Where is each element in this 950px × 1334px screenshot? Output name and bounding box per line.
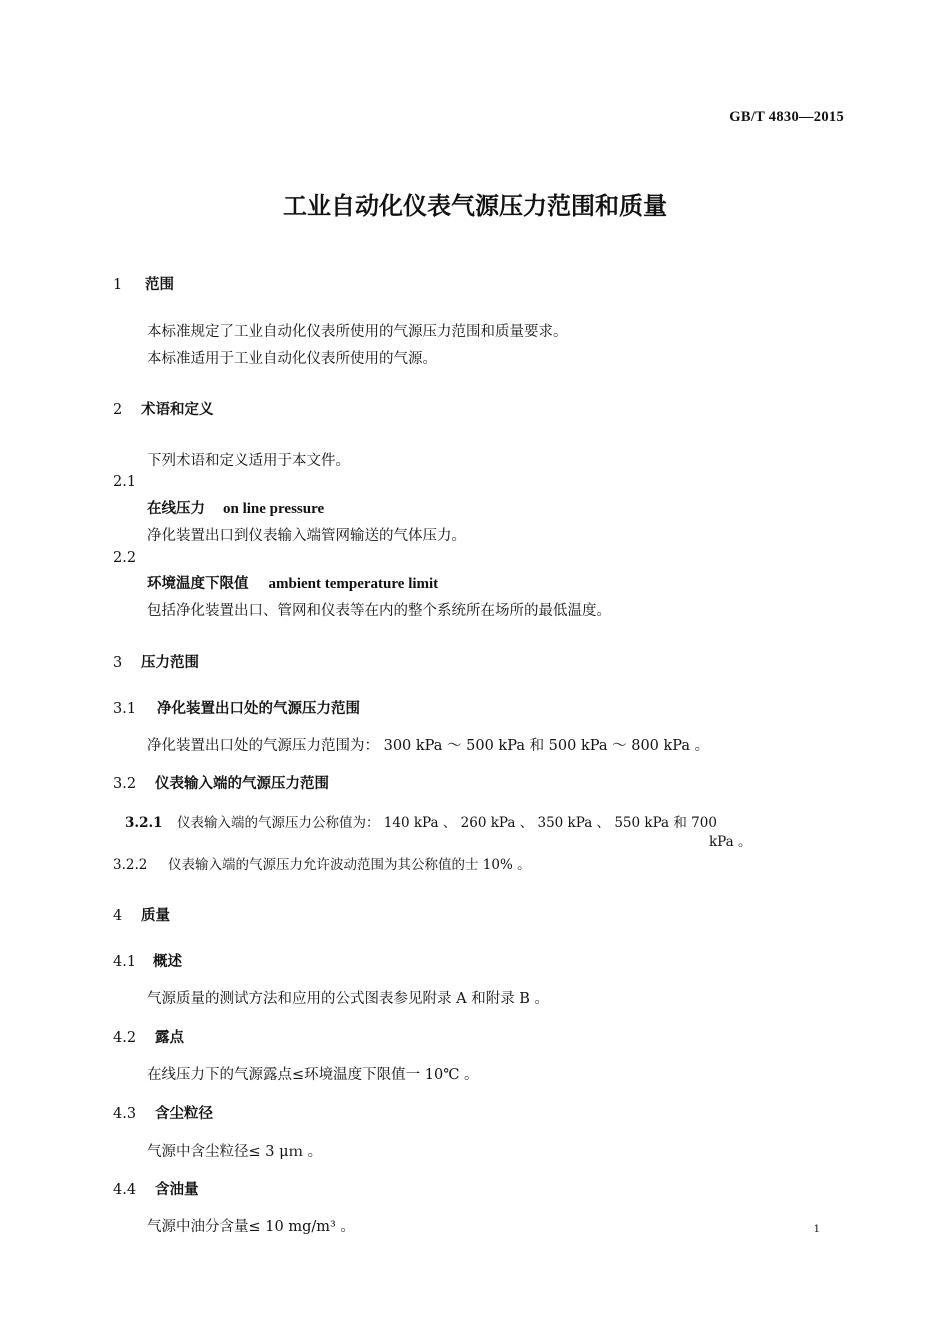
term-chinese: 在线压力 [147, 501, 205, 517]
clause-text: 仪表输入端的气源压力允许波动范围为其公称值的士 10% 。 [168, 857, 531, 873]
section-number: 3 [113, 655, 123, 671]
section-title: 质量 [141, 908, 170, 924]
section-4-heading [113, 904, 170, 925]
subsection-number: 3.2 [113, 776, 137, 792]
subsection-heading [113, 772, 329, 793]
paragraph: 净化装置出口处的气源压力范围为： 300 kPa ～ 500 kPa 和 500 kPa ～ 800 kPa 。 [147, 738, 710, 754]
clause-3-2-1 [125, 811, 717, 831]
page-number: 1 [813, 1224, 820, 1235]
section-title: 压力范围 [141, 655, 199, 671]
term-chinese: 环境温度下限值 [147, 576, 249, 592]
subsection-number: 4.1 [113, 954, 137, 970]
subsection-heading [113, 697, 360, 718]
subsection-title: 含尘粒径 [155, 1106, 213, 1122]
term-definition: 包括净化装置出口、管网和仪表等在内的整个系统所在场所的最低温度。 [147, 603, 611, 619]
paragraph: 在线压力下的气源露点≤环境温度下限值一 10℃ 。 [147, 1067, 479, 1083]
section-number: 4 [113, 908, 123, 924]
term-definition: 净化装置出口到仪表输入端管网输送的气体压力。 [147, 528, 466, 544]
clause-text: 仪表输入端的气源压力公称值为： 140 kPa 、 260 kPa 、 350 kPa 、 550 kPa 和 700 [177, 815, 717, 831]
standard-number: GB/T 4830—2015 [729, 109, 844, 125]
term-entry [147, 497, 324, 518]
section-number: 1 [113, 277, 123, 293]
clause-continuation: kPa 。 [709, 834, 752, 850]
subsection-title: 净化装置出口处的气源压力范围 [157, 701, 360, 717]
paragraph: 下列术语和定义适用于本文件。 [147, 453, 350, 469]
section-3-heading [113, 651, 199, 672]
paragraph: 本标准规定了工业自动化仪表所使用的气源压力范围和质量要求。 [147, 324, 568, 340]
paragraph: 本标准适用于工业自动化仪表所使用的气源。 [147, 351, 437, 367]
clause-number: 3.2.1 [125, 815, 163, 831]
subsection-heading [113, 1178, 199, 1199]
term-number: 2.1 [113, 474, 137, 490]
term-number: 2.2 [113, 550, 137, 566]
subsection-number: 4.4 [113, 1182, 137, 1198]
paragraph: 气源中含尘粒径≤ 3 μｍ 。 [147, 1144, 323, 1160]
term-entry [147, 572, 438, 593]
document-title: 工业自动化仪表气源压力范围和质量 [283, 192, 667, 220]
subsection-number: 4.2 [113, 1030, 137, 1046]
subsection-number: 4.3 [113, 1106, 137, 1122]
term-english: ambient temperature limit [268, 576, 439, 592]
section-1-heading [113, 273, 174, 294]
subsection-title: 露点 [155, 1030, 184, 1046]
subsection-title: 仪表输入端的气源压力范围 [155, 776, 329, 792]
subsection-heading [113, 950, 182, 971]
subsection-title: 概述 [153, 954, 182, 970]
section-number: 2 [113, 402, 123, 418]
subsection-heading [113, 1102, 213, 1123]
paragraph: 气源中油分含量≤ 10 mg/m³ 。 [147, 1219, 355, 1235]
term-english: on line pressure [223, 501, 325, 517]
section-title: 术语和定义 [141, 402, 214, 418]
clause-number: 3.2.2 [113, 857, 148, 873]
paragraph: 气源质量的测试方法和应用的公式图表参见附录 A 和附录 B 。 [147, 991, 550, 1007]
subsection-heading [113, 1026, 184, 1047]
clause-3-2-2 [113, 853, 531, 873]
subsection-number: 3.1 [113, 701, 137, 717]
subsection-title: 含油量 [155, 1182, 199, 1198]
section-title: 范围 [145, 277, 174, 293]
section-2-heading [113, 398, 214, 419]
